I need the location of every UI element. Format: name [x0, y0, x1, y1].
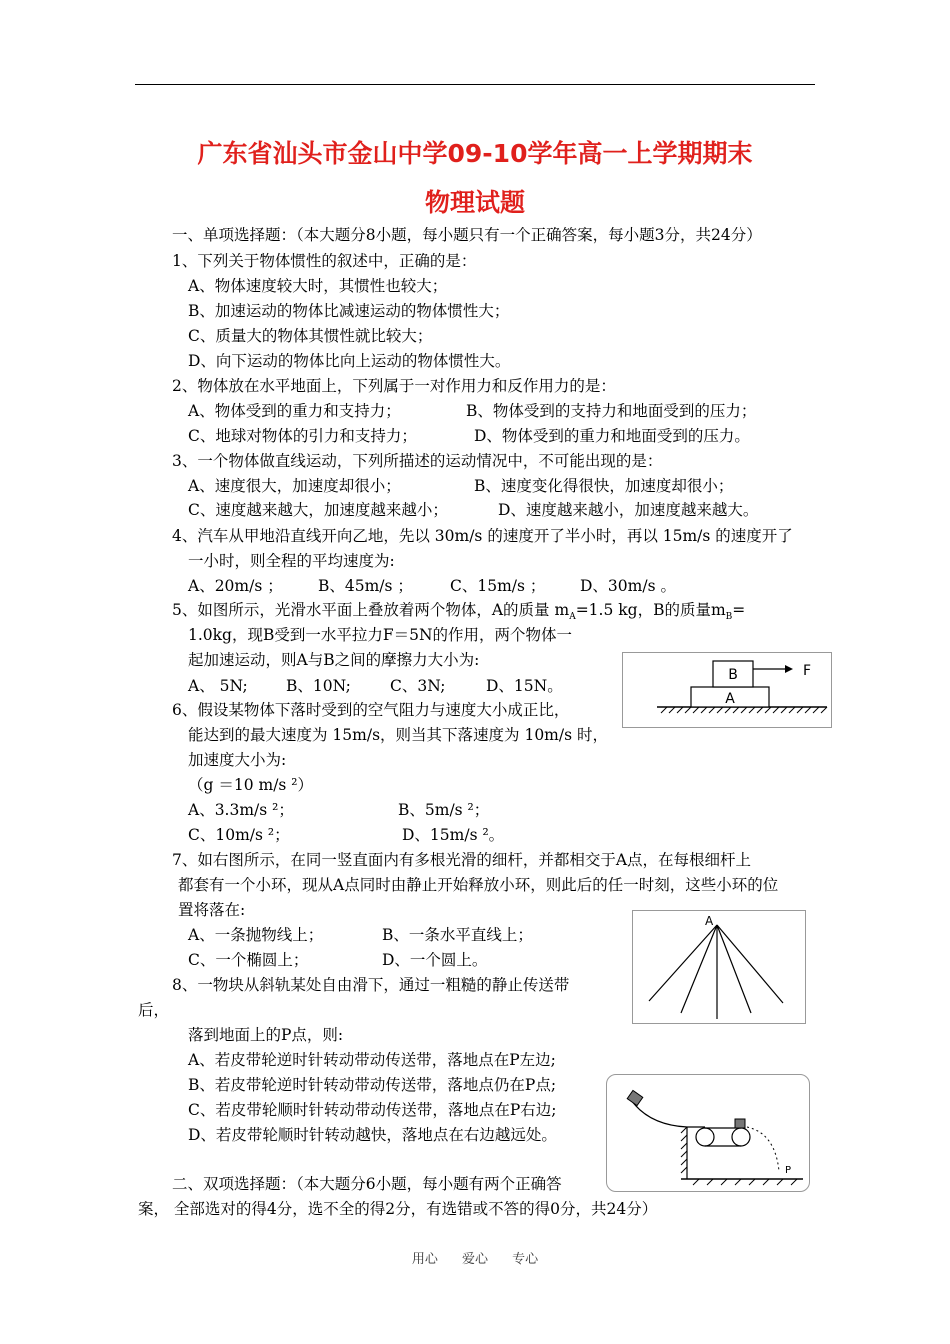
q2-option-b: B、物体受到的支持力和地面受到的压力； [466, 402, 757, 420]
q5-figure-label-a: A [725, 691, 735, 707]
q6-option-d: D、15m/s ²。 [402, 826, 505, 844]
q1-option-a: A、物体速度较大时，其惯性也较大； [188, 277, 448, 295]
q5-stem-line3: 起加速运动，则A与B之间的摩擦力大小为: [188, 651, 480, 669]
q7-stem-line3: 置将落在: [178, 901, 246, 919]
q5-stem-part3: = [732, 601, 746, 619]
section2-heading-line1: 二、双项选择题：（本大题分6小题，每小题有两个正确答 [172, 1175, 562, 1193]
q4-stem-line1: 4、汽车从甲地沿直线开向乙地，先以 30m/s 的速度开了半小时，再以 15m/s 的速度开了 [172, 527, 793, 545]
q3-option-c: C、速度越来越大，加速度越来越小； [188, 501, 448, 519]
q5-stem-part1: 5、如图所示，光滑水平面上叠放着两个物体，A的质量 m [172, 601, 570, 619]
q4-option-a: A、20m/s ； [188, 577, 283, 595]
q2-option-a: A、物体受到的重力和支持力； [188, 402, 401, 420]
q2-option-c: C、地球对物体的引力和支持力； [188, 427, 417, 445]
q8-figure-label-p: P [785, 1165, 792, 1176]
q1-stem: 1、下列关于物体惯性的叙述中，正确的是： [172, 252, 477, 270]
q5-figure-svg [623, 653, 831, 727]
q1-option-b: B、加速运动的物体比减速运动的物体惯性大； [188, 302, 510, 320]
q5-figure-label-f: F [803, 663, 812, 679]
q7-option-d: D、一个圆上。 [382, 951, 488, 969]
q7-option-b: B、一条水平直线上； [382, 926, 533, 944]
q5-stem-part2: =1.5 kg，B的质量m [575, 601, 726, 619]
q5-stem-line2: 1.0kg，现B受到一水平拉力F＝5N的作用，两个物体一 [188, 626, 573, 644]
q4-option-b: B、45m/s ； [318, 577, 413, 595]
q8-figure [606, 1074, 810, 1192]
q7-figure [632, 910, 806, 1024]
q3-stem: 3、一个物体做直线运动，下列所描述的运动情况中，不可能出现的是： [172, 452, 663, 470]
page-subtitle: 物理试题 [424, 188, 525, 217]
q5-option-b: B、10N; [286, 677, 351, 695]
q2-option-d: D、物体受到的重力和地面受到的压力。 [474, 427, 750, 445]
q7-stem-line1: 7、如右图所示，在同一竖直面内有多根光滑的细杆，并都相交于A点，在每根细杆上 [172, 851, 752, 869]
q3-option-b: B、速度变化得很快，加速度却很小； [474, 477, 734, 495]
q8-option-d: D、若皮带轮顺时针转动越快，落地点在右边越远处。 [188, 1126, 557, 1144]
q4-option-d: D、30m/s 。 [580, 577, 676, 595]
q5-option-a: A、 5N; [188, 677, 248, 695]
q7-option-a: A、一条抛物线上； [188, 926, 324, 944]
q6-gravity: （g ＝10 m/s ²） [188, 776, 314, 794]
page-title: 广东省汕头市金山中学09-10学年高一上学期期末 [197, 139, 753, 168]
q4-stem-line2: 一小时，则全程的平均速度为: [188, 552, 395, 570]
q4-option-c: C、15m/s ； [450, 577, 546, 595]
q7-stem-line2: 都套有一个小环，现从A点同时由静止开始释放小环，则此后的任一时刻，这些小环的位 [178, 876, 779, 894]
q6-option-a: A、3.3m/s ²； [188, 801, 294, 819]
q6-stem-line2: 能达到的最大速度为 15m/s，则当其下落速度为 10m/s 时， [188, 726, 608, 744]
q5-figure [622, 652, 832, 728]
q7-figure-svg [633, 911, 805, 1023]
page-footer [0, 1248, 950, 1267]
q8-stem-line1b: 后， [138, 1001, 170, 1019]
header-rule [135, 84, 815, 85]
q5-stem-line1 [172, 600, 745, 627]
q6-stem-line1: 6、假设某物体下落时受到的空气阻力与速度大小成正比， [172, 701, 570, 719]
q5-figure-label-b: B [728, 667, 738, 683]
q7-figure-label-a: A [705, 914, 714, 928]
q6-option-b: B、5m/s ²； [398, 801, 490, 819]
q3-option-a: A、速度很大，加速度却很小； [188, 477, 401, 495]
q8-stem-line2: 落到地面上的P点，则: [188, 1026, 344, 1044]
q8-stem-line1: 8、一物块从斜轨某处自由滑下，通过一粗糙的静止传送带 [172, 976, 570, 994]
footer-text-1: 用心 [411, 1252, 438, 1267]
q6-option-c: C、10m/s ²； [188, 826, 290, 844]
q2-stem: 2、物体放在水平地面上，下列属于一对作用力和反作用力的是： [172, 377, 616, 395]
q7-option-c: C、一个椭圆上； [188, 951, 309, 969]
q8-option-a: A、若皮带轮逆时针转动带动传送带，落地点在P左边; [188, 1051, 556, 1069]
q5-option-d: D、15N。 [486, 677, 563, 695]
footer-text-2: 爱心 [461, 1252, 488, 1267]
q1-option-c: C、质量大的物体其惯性就比较大； [188, 327, 433, 345]
q5-sub-a: A [569, 612, 576, 623]
q8-option-b: B、若皮带轮逆时针转动带动传送带，落地点仍在P点; [188, 1076, 557, 1094]
q3-option-d: D、速度越来越小，加速度越来越大。 [498, 501, 759, 519]
q5-option-c: C、3N; [390, 677, 446, 695]
section1-heading: 一、单项选择题：（本大题分8小题，每小题只有一个正确答案，每小题3分，共24分） [172, 226, 762, 244]
q1-option-d: D、向下运动的物体比向上运动的物体惯性大。 [188, 352, 511, 370]
q6-stem-line3: 加速度大小为: [188, 751, 287, 769]
q8-figure-svg [607, 1075, 809, 1191]
section2-heading-line2: 案， 全部选对的得4分，选不全的得2分，有选错或不答的得0分，共24分） [138, 1200, 658, 1218]
q5-sub-b: B [725, 612, 733, 623]
footer-text-3: 专心 [512, 1252, 539, 1267]
q8-option-c: C、若皮带轮顺时针转动带动传送带，落地点在P右边; [188, 1101, 557, 1119]
